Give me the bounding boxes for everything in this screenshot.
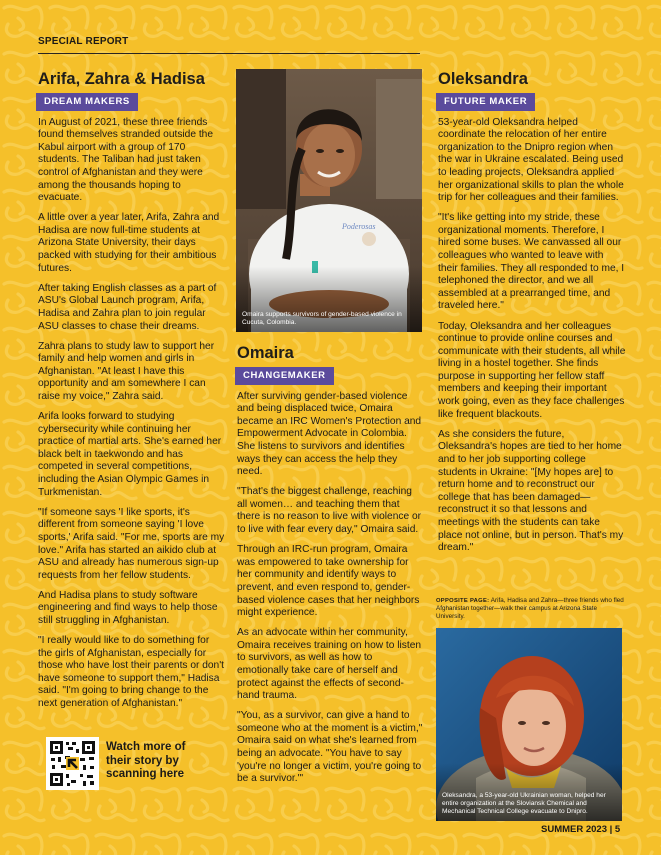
right-paragraph: 53-year-old Oleksandra helped coordinate the relocation of her entire organization to the Dnipro region when the war in Ukraine escalated. Being used to leading projects, Oleksandra applied her organizational skills to plan the whole trip for her colleagues and their families. (438, 116, 624, 204)
future-maker-tag: FUTURE MAKER (436, 93, 535, 111)
opposite-page-text: Arifa, Hadisa and Zahra—three friends who fled Afghanistan together—walk their campus at Arizona State University. (436, 597, 624, 620)
right-article (438, 70, 626, 562)
opposite-page-caption (436, 597, 626, 621)
omaira-photo-caption: Omaira supports survivors of gender-based violence in Cucuta, Colombia. (242, 311, 402, 326)
left-paragraph: Arifa looks forward to studying cybersecurity while continuing her practice of martial arts. She's earned her black belt in taekwondo and has competed in several competitions, including the Asian Olympic Games in Turkmenistan. (38, 411, 222, 498)
left-article-title: Arifa, Zahra & Hadisa (38, 70, 205, 88)
left-paragraph: After taking English classes as a part of ASU's Global Launch program, Arifa, Hadisa and Zahra plan to join regular ASU classes to chase their dreams. (38, 282, 217, 332)
middle-paragraph: "That's the biggest challenge, reaching all women… and teaching them that there is no reason to live with violence or to live with fear every day," Omaira said. (237, 486, 422, 536)
middle-paragraph: Through an IRC-run program, Omaira was empowered to take ownership for her community and identify ways to prevent, and even respond to, gender-based violence cases that her neighbors might experience. (237, 544, 420, 619)
oleksandra-photo-caption: Oleksandra, a 53-year-old Ukrainian woman, helped her entire organization at the Sloviansk Chemical and Mechanical Technical College evacuate to Dnipro. (442, 792, 606, 815)
top-divider (38, 53, 420, 54)
qr-label: Watch more of their story by scanning here (106, 741, 186, 780)
middle-paragraph: "You, as a survivor, can give a hand to someone who at the moment is a victim," Omaira said on what she's learned from being an advocate. "You have to say 'you're no longer a victim, you're going to be a survivor.'" (237, 710, 423, 785)
left-paragraph: And Hadisa plans to study software engineering and find ways to help those still struggling in Afghanistan. (38, 589, 218, 626)
middle-article-title: Omaira (237, 344, 294, 362)
right-paragraph: As she considers the future, Oleksandra's hopes are tied to her home and to her job supporting college students in Ukraine: "[My hopes are] to return home and to reconstruct our college that has been damaged—reconstruct it so that lessons and meetings with the students can take place not online, but in person. That's my dream." (438, 428, 624, 554)
changemaker-tag: CHANGEMAKER (235, 367, 334, 385)
left-paragraph: "I really would like to do something for the girls of Afghanistan, especially for those who have lost their parents or don't have someone to support them," Hadisa said. "I'm going to bring change to the next generation of Afghanistan." (38, 635, 224, 710)
left-paragraph: A little over a year later, Arifa, Zahra and Hadisa are now full-time students at Arizona State University, their days packed with studying for their ambitious futures. (38, 212, 220, 274)
qr-code[interactable] (46, 737, 99, 790)
oleksandra-photo (436, 628, 622, 821)
left-article (38, 70, 225, 718)
middle-paragraph: After surviving gender-based violence and being displaced twice, Omaira became an IRC Women's Protection and Empowerment Advocate in Colombia. She listens to survivors and identifies ways they can access the help they need. (237, 390, 422, 478)
page-footer: SUMMER 2023 | 5 (541, 824, 621, 835)
right-article-title: Oleksandra (438, 70, 528, 88)
qr-code-icon (46, 737, 99, 790)
left-paragraph: In August of 2021, these three friends found themselves stranded outside the Kabul airport with a group of 170 students. The Taliban had just taken control of Afghanistan and they were among the thousands hoping to evacuate. (38, 116, 213, 204)
dream-makers-tag: DREAM MAKERS (36, 93, 138, 111)
left-paragraph: Zahra plans to study law to support her family and help women and girls in Afghanistan. "At least I have this opportunity and am somewhere I can raise my voice," Zahra said. (38, 340, 215, 402)
right-paragraph: Today, Oleksandra and her colleagues continue to provide online courses and communicate with their students, all while living in a hostel together. She finds purpose in supporting her fellow staff members and keeping their important work going, even as they face challenges like frequent blackouts. (438, 320, 626, 420)
omaira-photo (236, 69, 422, 332)
omaira-portrait-image (236, 69, 422, 332)
middle-article (237, 344, 423, 793)
left-paragraph: "If someone says 'I like sports, it's different from someone saying 'I love sports,' Arifa said. "For me, sports are my love." Arifa has started an aikido club at ASU and already has numerous sign-up requests from her fellow students. (38, 506, 225, 581)
right-paragraph: "It's like getting into my stride, these organizational moments. Therefore, I hired some buses. We canvassed all our colleagues who wanted to leave with their families. They all responded to me, I telephoned the director, and we all assembled at a prearranged time, and traveled here." (438, 212, 625, 312)
section-label: SPECIAL REPORT (38, 36, 129, 47)
opposite-page-label: OPPOSITE PAGE: (436, 598, 490, 604)
middle-paragraph: As an advocate within her community, Omaira receives training on how to listen to survivors, as well as how to emotionally take care of herself and protect against the effects of second-hand trauma. (237, 627, 422, 702)
